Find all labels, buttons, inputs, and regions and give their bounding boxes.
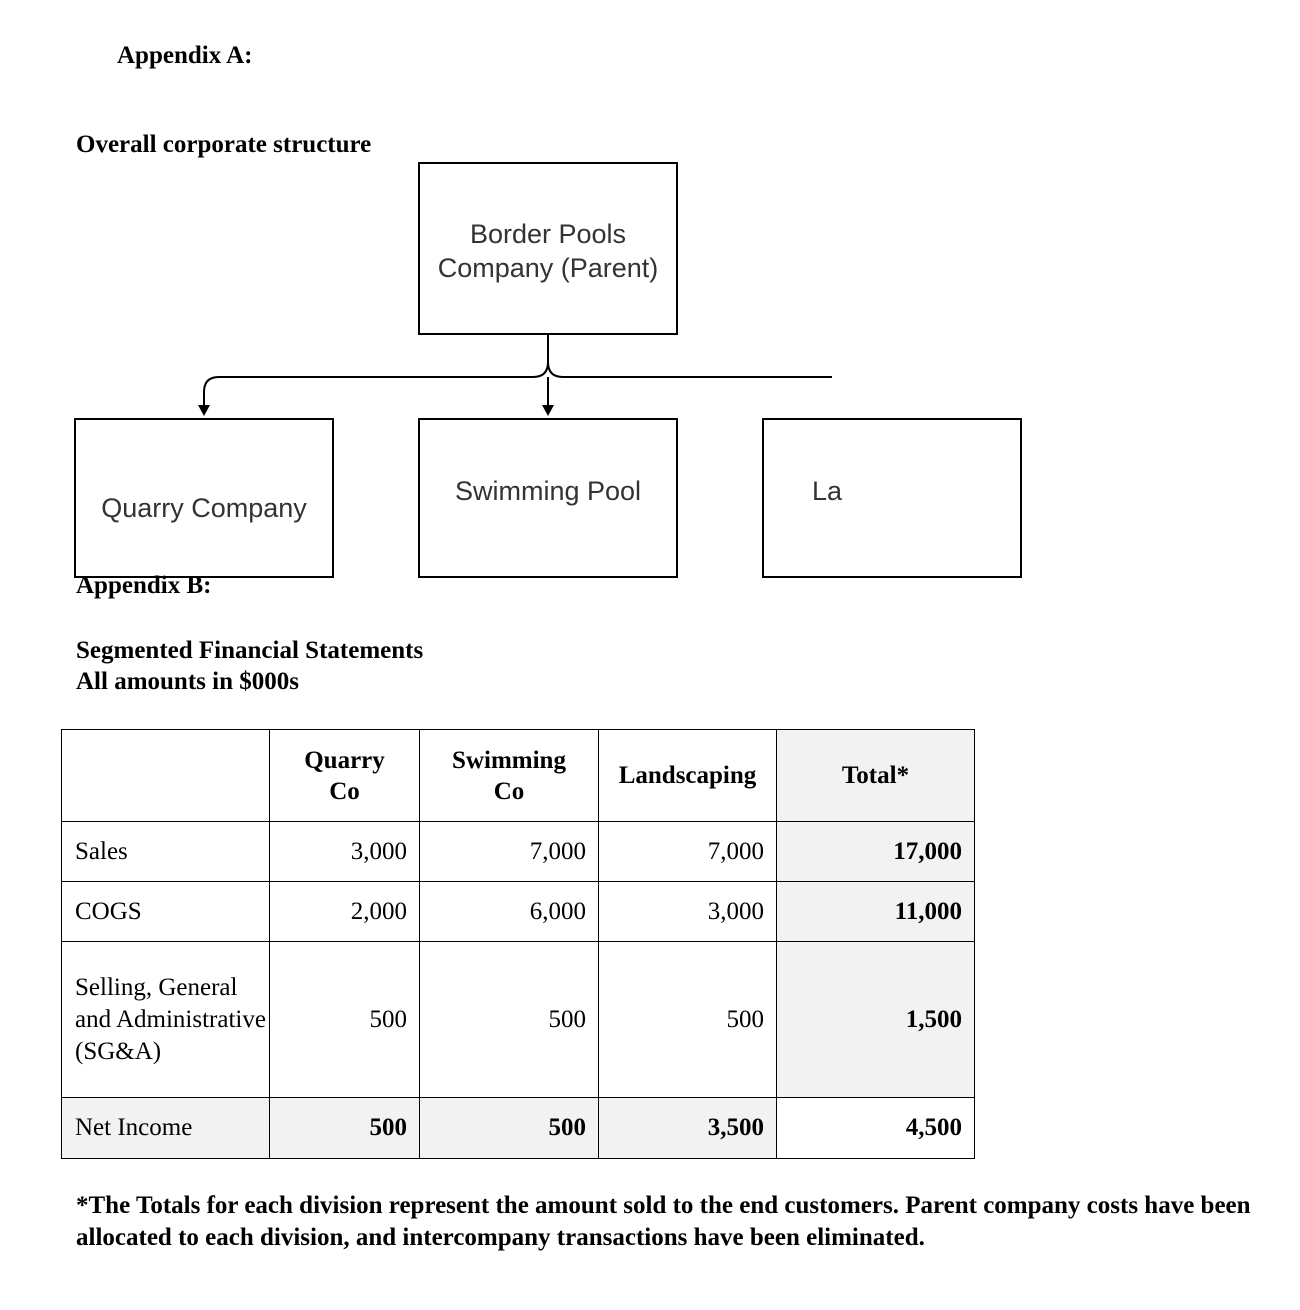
org-box-quarry [74,418,334,578]
row-label: Net Income [62,1098,270,1159]
cell-value: 3,000 [270,822,420,882]
table-row-net-income [62,1098,975,1159]
connector-left [204,362,548,407]
cell-value: 6,000 [420,882,599,942]
cell-value: 500 [420,942,599,1098]
row-label: Sales [62,822,270,882]
org-box-parent [418,162,678,335]
cell-value: 3,000 [599,882,777,942]
header-total: Total* [777,730,975,822]
org-chart [0,0,1300,523]
table-row [62,882,975,942]
cell-value: 500 [420,1098,599,1159]
connector-right [548,335,832,377]
table-footnote: *The Totals for each division represent the amount sold to the end customers. Parent company costs have been allocated to each division, and intercompany transactions have been eliminated. [76,1192,1251,1251]
header-swimming: Swimming Co [420,730,599,822]
row-label: Selling, General and Administrative (SG&A) [62,942,270,1098]
table-header-row [62,730,975,822]
arrow-down-icon [542,405,554,416]
cell-total: 1,500 [777,942,975,1098]
cell-total: 17,000 [777,822,975,882]
org-box-landscaping-clip [762,418,843,578]
cell-value: 2,000 [270,882,420,942]
cell-value: 500 [270,1098,420,1159]
org-box-swimming [418,418,678,578]
parent-name-line1: Border Pools [469,219,627,249]
org-children-clip [0,418,1300,523]
quarry-name: Quarry Company [101,493,307,523]
parent-name-line2: Company (Parent) [437,253,659,283]
cell-value: 500 [270,942,420,1098]
cell-total: 4,500 [777,1098,975,1159]
appendix-b-subtitle-2: All amounts in $000s [76,668,299,695]
appendix-b-subtitle-1: Segmented Financial Statements [76,637,424,664]
row-label: COGS [62,882,270,942]
cell-value: 7,000 [599,822,777,882]
cell-total: 11,000 [777,882,975,942]
appendix-a-subtitle: Overall corporate structure [76,131,372,158]
segmented-financials-table [61,729,975,1159]
header-quarry: Quarry Co [270,730,420,822]
table-row [62,942,975,1098]
cell-value: 500 [599,942,777,1098]
org-box-landscaping [762,418,1022,578]
appendix-b-title: Appendix B: [76,572,212,599]
arrow-down-icon [198,405,210,416]
header-blank [62,730,270,822]
table-row [62,822,975,882]
appendix-a-title: Appendix A: [117,42,253,69]
cell-value: 7,000 [420,822,599,882]
landscaping-name: La [812,476,843,506]
cell-value: 3,500 [599,1098,777,1159]
swimming-name: Swimming Pool [454,476,642,506]
header-landscaping: Landscaping [599,730,777,822]
